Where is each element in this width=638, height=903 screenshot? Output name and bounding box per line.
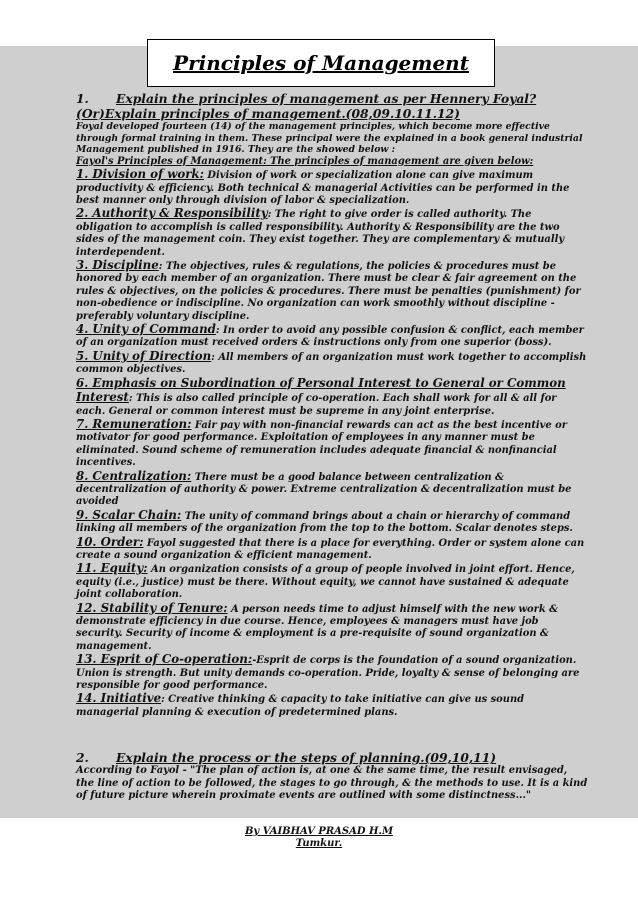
- principle-text: An organization consists of a group of people involved in joint effort. Hence, equity (i.e., justice) must be there. Without equity, we cannot have sustained & adequate joint collaboration.: [76, 564, 575, 601]
- principle-heading: 4. Unity of Command: [76, 322, 216, 337]
- principles-subheading: Fayol's Principles of Management: The principles of management are given below:: [76, 155, 534, 167]
- principle-heading: 14. Initiative: [76, 691, 162, 706]
- principle-heading: 6. Emphasis on Subordination of Personal Interest to General or Common Interest: [76, 375, 566, 405]
- principle-item: [76, 207, 588, 259]
- principle-text: : In order to avoid any possible confusion & conflict, each member of an organization must received orders & instructions only from one superior (boss).: [76, 325, 584, 349]
- principle-heading: 7. Remuneration:: [76, 416, 192, 431]
- principle-item: [76, 350, 588, 377]
- principle-heading: 13. Esprit of Co-operation:: [76, 652, 253, 667]
- principle-heading: 2. Authority & Responsibility: [76, 206, 268, 221]
- question-2-number: 2.: [76, 750, 89, 766]
- principle-text: : This is also called principle of co-operation. Each shall work for all & all for each. General or common interest must be supreme in any joint enterprise.: [76, 393, 557, 417]
- principle-item: [76, 509, 588, 536]
- principle-text: : The objectives, rules & regulations, the policies & procedures must be honored by each member of an organization. There must be clear & fair agreement on the rules & objectives, on the policies & procedures. There must be penalties (punishment) for non-obedience or indiscipline. No organization can work smoothly without discipline - preferably voluntary discipline.: [76, 261, 581, 322]
- principle-heading: 10. Order:: [76, 534, 144, 549]
- question-2-text: Explain the process or the steps of planning.(09,10,11): [116, 750, 497, 766]
- question-2: [76, 750, 588, 765]
- principle-item: [76, 653, 588, 692]
- principle-text: -Esprit de corps is the foundation of a sound organization. Union is strength. But unity demands co-operation. Pride, loyalty & sense of belonging are responsible for good performance.: [76, 655, 580, 692]
- principle-item: [76, 259, 588, 323]
- principle-text: A person needs time to adjust himself with the new work & demonstrate efficiency in due course. Hence, employees & managers must have job security. Security of income & employment is a pre-requisite of sound organization & management.: [76, 603, 559, 652]
- principle-item: [76, 470, 588, 509]
- principle-heading: 5. Unity of Direction: [76, 348, 212, 363]
- footer: [0, 826, 638, 850]
- question-1-number: 1.: [76, 91, 89, 106]
- question-1-line1: Explain the principles of management as per Hennery Foyal?: [116, 91, 537, 106]
- title-box: [147, 39, 495, 87]
- principle-text: : Creative thinking & capacity to take initiative can give us sound managerial planning & execution of predetermined plans.: [76, 694, 525, 718]
- intro-paragraph: Foyal developed fourteen (14) of the management principles, which become more effective through formal training in them. These principal were the explained in a book general industrial Management published in 1916. They are the showed below :: [76, 121, 583, 156]
- principle-item: [76, 562, 588, 601]
- principle-item: [76, 418, 588, 470]
- principle-item: [76, 168, 588, 207]
- principle-heading: 8. Centralization:: [76, 468, 192, 483]
- principle-text: : The right to give order is called authority. The obligation to accomplish is called responsibility. Authority & Responsibility are the two sides of the management coin. They exist together. They are complementary & mutually interdependent.: [76, 209, 565, 258]
- principle-text: The unity of command brings about a chain or hierarchy of command linking all members of the organization from the top to the bottom. Scalar denotes steps.: [76, 510, 573, 535]
- question-1-line2: (Or)Explain principles of management.(08,09.10.11.12): [76, 106, 460, 121]
- principle-heading: 9. Scalar Chain:: [76, 507, 182, 522]
- principle-heading: 11. Equity:: [76, 561, 148, 576]
- principle-heading: 1. Division of work:: [76, 167, 204, 182]
- page-title: Principles of Management: [173, 51, 469, 75]
- principles-list: [76, 168, 588, 719]
- principle-text: : All members of an organization must work together to accomplish common objectives.: [76, 351, 587, 376]
- principle-heading: 3. Discipline: [76, 258, 159, 273]
- question-1: [76, 91, 588, 106]
- question-2-answer: According to Fayol - "The plan of action is, at one & the same time, the result envisaged, the line of action to be followed, the stages to go through, & the methods to use. It is a kind of future picture wherein proximate events are outlined with some distinctness...": [76, 765, 588, 802]
- principle-text: Fayol suggested that there is a place for everything. Order or system alone can create a sound organization & efficient management.: [76, 537, 585, 561]
- question-1-alt: [76, 106, 588, 121]
- principle-item: [76, 602, 588, 654]
- principle-text: Fair pay with non-financial rewards can act as the best incentive or motivator for good performance. Exploitation of employees in any manner must be eliminated. Sound scheme of remuneration includes adequate financial & nonfinancial incentives.: [76, 419, 567, 469]
- principle-item: [76, 536, 588, 563]
- principle-text: There must be a good balance between centralization & decentralization of authority & power. Extreme centralization & decentralization must be avoided: [76, 471, 572, 508]
- principle-item: [76, 692, 588, 719]
- document-body: [76, 91, 588, 802]
- footer-place: Tumkur.: [295, 838, 343, 849]
- footer-author: By VAIBHAV PRASAD H.M: [244, 826, 394, 837]
- principle-text: Division of work or specialization alone can give maximum productivity & efficiency. Both technical & managerial Activities can be performed in the best manner only through division of labor & specialization.: [76, 170, 570, 206]
- principle-heading: 12. Stability of Tenure:: [76, 600, 228, 615]
- principle-item: [76, 377, 588, 418]
- principle-item: [76, 323, 588, 350]
